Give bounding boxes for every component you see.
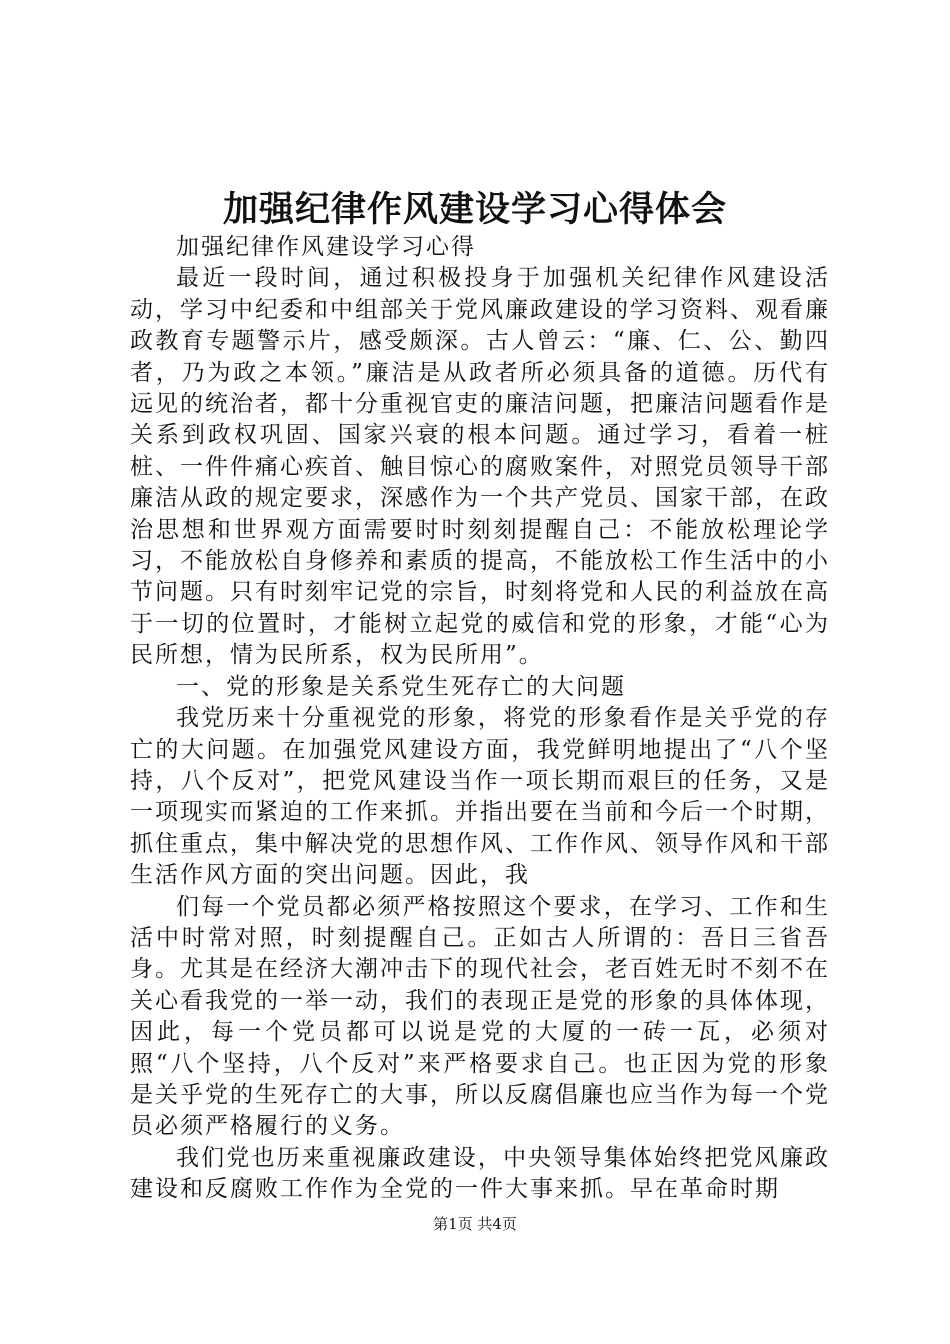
- document-body: [130, 232, 830, 1206]
- paragraph-clean-government: 我们党也历来重视廉政建设，中央领导集体始终把党风廉政建设和反腐败工作作为全党的一件大事来抓。早在革命时期: [130, 1144, 830, 1203]
- paragraph-intro: 最近一段时间，通过积极投身于加强机关纪律作风建设活动，学习中纪委和中组部关于党风廉政建设的学习资料、观看廉政教育专题警示片，感受颇深。古人曾云：“廉、仁、公、勤四者，乃为政之本领。”廉洁是从政者所必须具备的道德。历代有远见的统治者，都十分重视官吏的廉洁问题，把廉洁问题看作是关系到政权巩固、国家兴衰的根本问题。通过学习，看着一桩桩、一件件痛心疾首、触目惊心的腐败案件，对照党员领导干部廉洁从政的规定要求，深感作为一个共产党员、国家干部，在政治思想和世界观方面需要时时刻刻提醒自己：不能放松理论学习，不能放松自身修养和素质的提高，不能放松工作生活中的小节问题。只有时刻牢记党的宗旨，时刻将党和人民的利益放在高于一切的位置时，才能树立起党的威信和党的形象，才能“心为民所想，情为民所系，权为民所用”。: [130, 265, 830, 669]
- section-heading-1: 一、党的形象是关系党生死存亡的大问题: [176, 673, 626, 700]
- paragraph-party-image: 我党历来十分重视党的形象，将党的形象看作是关乎党的存亡的大问题。在加强党风建设方面，我党鲜明地提出了“八个坚持，八个反对”，把党风建设当作一项长期而艰巨的任务，又是一项现实而紧迫的工作来抓。并指出要在当前和今后一个时期，抓住重点，集中解决党的思想作风、工作作风、领导作风和干部生活作风方面的突出问题。因此，我: [130, 705, 830, 889]
- paragraph-party-members: 们每一个党员都必须严格按照这个要求，在学习、工作和生活中时常对照，时刻提醒自己。正如古人所谓的：吾日三省吾身。尤其是在经济大潮冲击下的现代社会，老百姓无时不刻不在关心看我党的一举一动，我们的表现正是党的形象的具体体现，因此，每一个党员都可以说是党的大厦的一砖一瓦，必须对照“八个坚持，八个反对”来严格要求自己。也正因为党的形象是关乎党的生死存亡的大事，所以反腐倡廉也应当作为每一个党员必须严格履行的义务。: [130, 893, 830, 1140]
- document-title: 加强纪律作风建设学习心得体会: [222, 189, 727, 230]
- paragraph-subtitle: 加强纪律作风建设学习心得: [176, 234, 476, 260]
- page-footer: 第1页 共4页: [433, 1215, 517, 1233]
